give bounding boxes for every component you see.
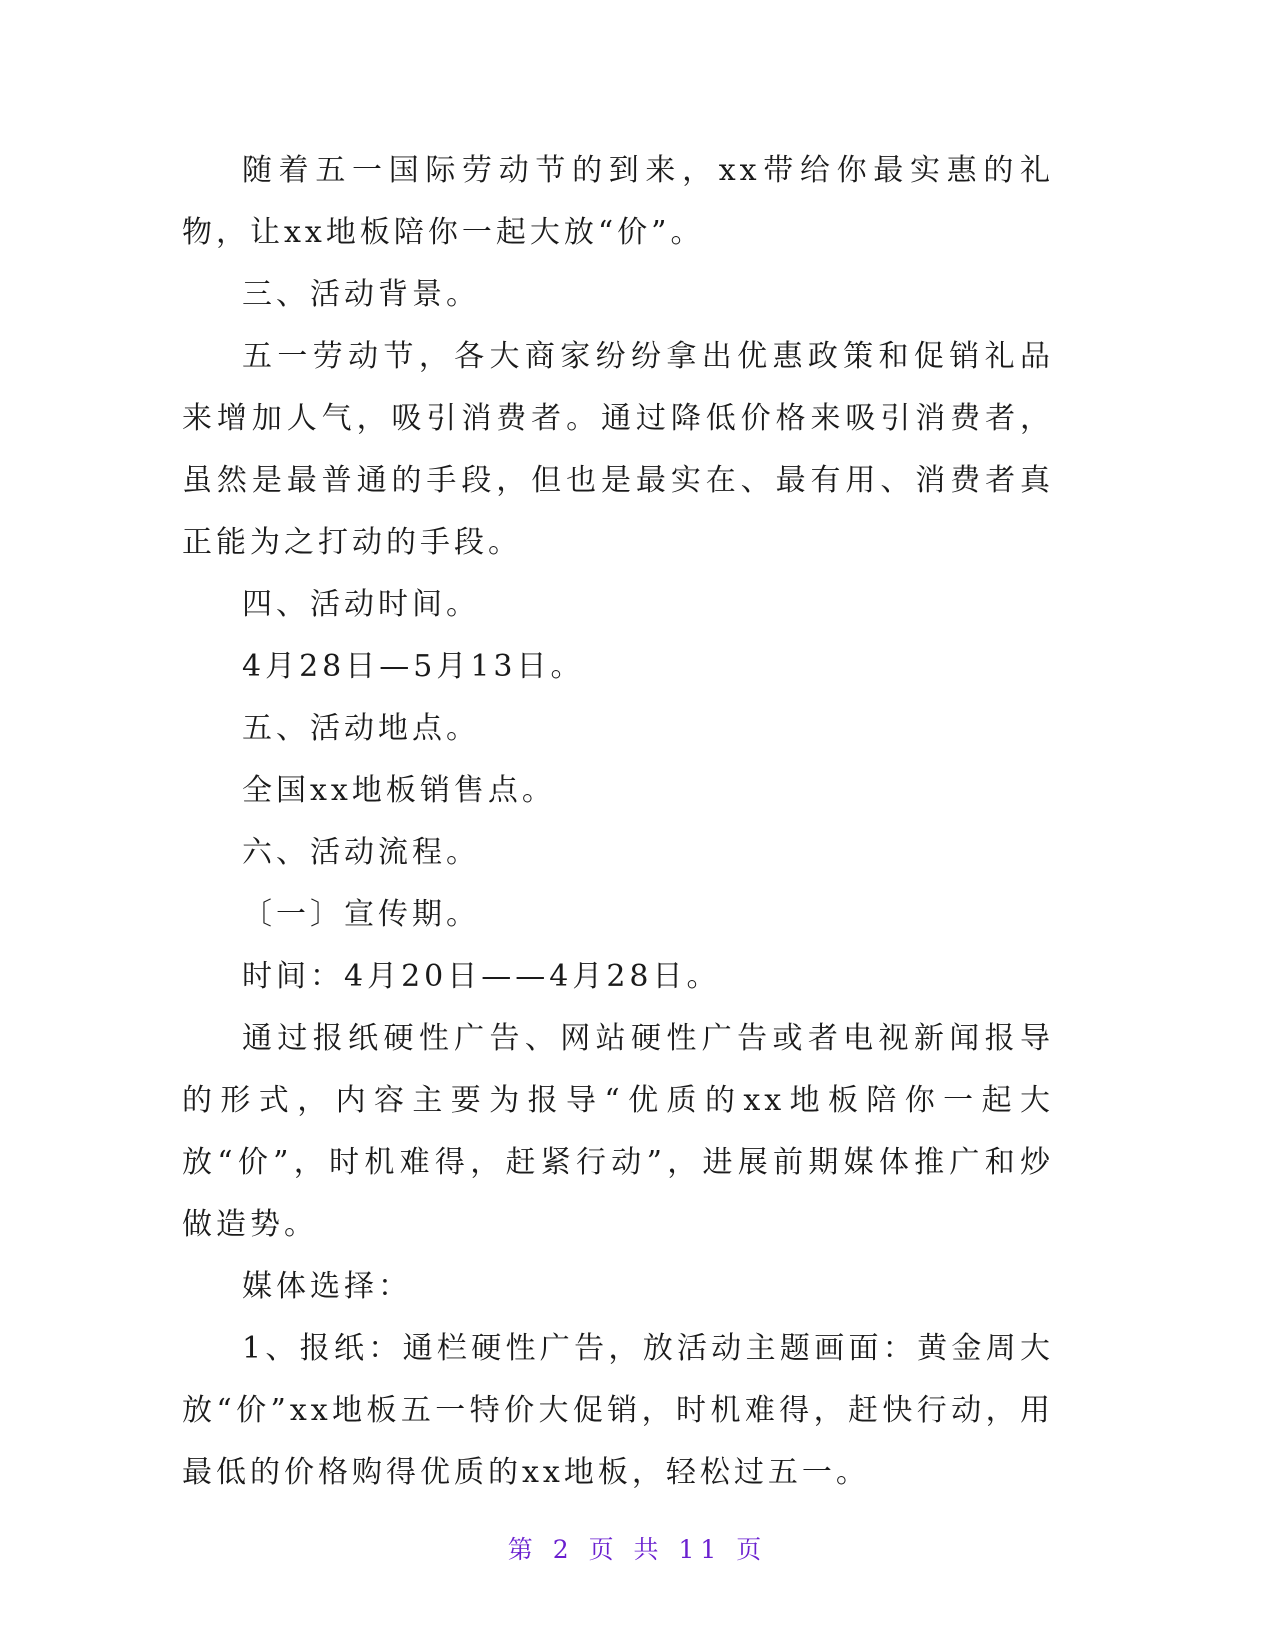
paragraph-promotion-time: 时间：4月20日——4月28日。 — [242, 959, 721, 994]
paragraph-media-choice: 媒体选择： — [242, 1269, 412, 1304]
page-number-footer: 第 2 页 共 11 页 — [507, 1535, 768, 1564]
heading-process: 六、活动流程。 — [242, 835, 480, 870]
paragraph-intro: 随着五一国际劳动节的到来，xx带给你最实惠的礼物，让xx地板陪你一起大放“价”。 — [182, 153, 1054, 250]
paragraph-promotion-detail: 通过报纸硬性广告、网站硬性广告或者电视新闻报导的形式，内容主要为报导“优质的xx地板陪你一起大放“价”，时机难得，赶紧行动”，进展前期媒体推广和炒做造势。 — [182, 1021, 1054, 1242]
paragraph-location: 全国xx地板销售点。 — [242, 773, 556, 808]
paragraph-background: 五一劳动节，各大商家纷纷拿出优惠政策和促销礼品来增加人气，吸引消费者。通过降低价格来吸引消费者，虽然是最普通的手段，但也是最实在、最有用、消费者真正能为之打动的手段。 — [182, 339, 1054, 560]
heading-background: 三、活动背景。 — [242, 277, 480, 312]
paragraph-newspaper: 1、报纸：通栏硬性广告，放活动主题画面：黄金周大放“价”xx地板五一特价大促销，时机难得，赶快行动，用最低的价格购得优质的xx地板，轻松过五一。 — [182, 1331, 1054, 1490]
heading-location: 五、活动地点。 — [242, 711, 480, 746]
heading-time: 四、活动时间。 — [242, 587, 480, 622]
paragraph-time: 4月28日—5月13日。 — [242, 649, 585, 684]
document-body — [182, 140, 1054, 1504]
subheading-promotion: 〔一〕宣传期。 — [242, 897, 480, 932]
